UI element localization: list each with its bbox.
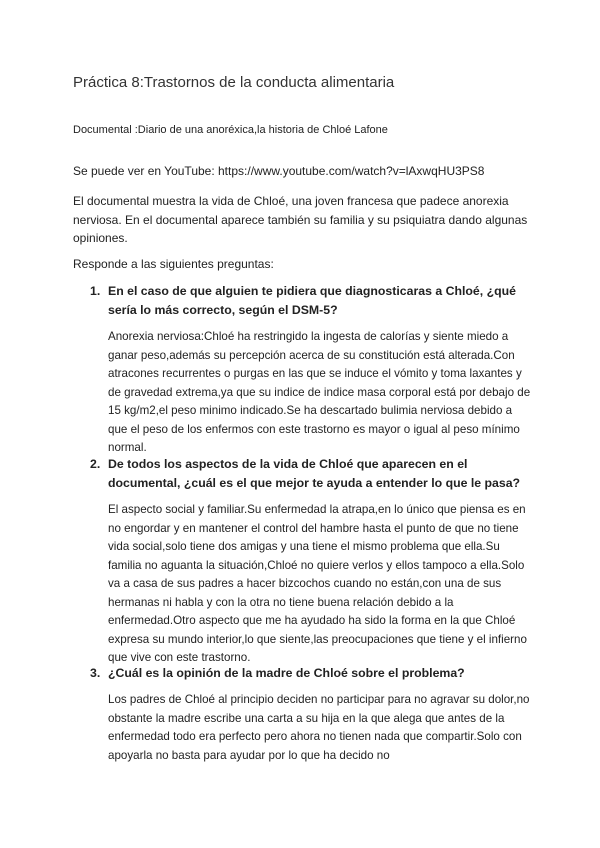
question-text: ¿Cuál es la opinión de la madre de Chloé sobre el problema? <box>108 666 465 680</box>
question-1 <box>90 282 530 319</box>
question-text: En el caso de que alguien te pidiera que diagnosticaras a Chloé, ¿qué sería lo más correcto, según el DSM-5? <box>108 284 516 317</box>
youtube-line: Se puede ver en YouTube: https://www.youtube.com/watch?v=lAxwqHU3PS8 <box>73 164 485 178</box>
question-2 <box>90 455 530 492</box>
answer-2: El aspecto social y familiar.Su enfermedad la atrapa,en lo único que piensa es en no engordar y en mantener el control del hambre hasta el punto de que no tiene vida social,solo tiene dos amigas y una tiene el mismo problema que ella.Su familia no aguanta la situación,Chloé no quiere verlos y ellos tampoco a ella.Solo va a casa de sus padres a hacer bizcochos cuando no están,con una de sus hermanas ni habla y con la otra no tiene buena relación debido a la enfermedad.Otro aspecto que me ha ayudado ha sido la forma en la que Chloé expresa su mundo interior,lo que siente,las preocupaciones que tiene y el infierno que vive con este trastorno. <box>108 503 527 664</box>
question-number: 2. <box>90 457 101 471</box>
intro-paragraph: El documental muestra la vida de Chloé, una joven francesa que padece anorexia nerviosa. En el documental aparece también su familia y su psiquiatra dando algunas opiniones. <box>73 194 528 245</box>
answer-3: Los padres de Chloé al principio deciden no participar para no agravar su dolor,no obstante la madre escribe una carta a su hija en la que alega que antes de la enfermedad todo era perfecto pero ahora no tienen nada que compartir.Solo con apoyarla no basta para ayudar por lo que ha decido no <box>108 693 530 762</box>
page-title: Práctica 8:Trastornos de la conducta alimentaria <box>73 74 395 91</box>
question-number: 1. <box>90 284 101 298</box>
documental-subtitle: Documental :Diario de una anoréxica,la historia de Chloé Lafone <box>73 124 388 136</box>
answer-1: Anorexia nerviosa:Chloé ha restringido la ingesta de calorías y siente miedo a ganar peso,además su percepción acerca de su constitución está alterada.Con atracones recurrentes o purgas en las que se induce el vómito y toma laxantes y de gravedad extrema,ya que su indice de indice masa corporal está por debajo de 15 kg/m2,el peso minimo indicado.Se ha descartado bulimia nerviosa debido a que el peso de los enfermos con este trastorno es mayor o igual al peso mínimo normal. <box>108 330 531 454</box>
instruction-text: Responde a las siguientes preguntas: <box>73 257 274 271</box>
question-text: De todos los aspectos de la vida de Chloé que aparecen en el documental, ¿cuál es el que mejor te ayuda a entender lo que le pasa? <box>108 457 521 490</box>
question-number: 3. <box>90 666 101 680</box>
question-3 <box>90 664 530 683</box>
